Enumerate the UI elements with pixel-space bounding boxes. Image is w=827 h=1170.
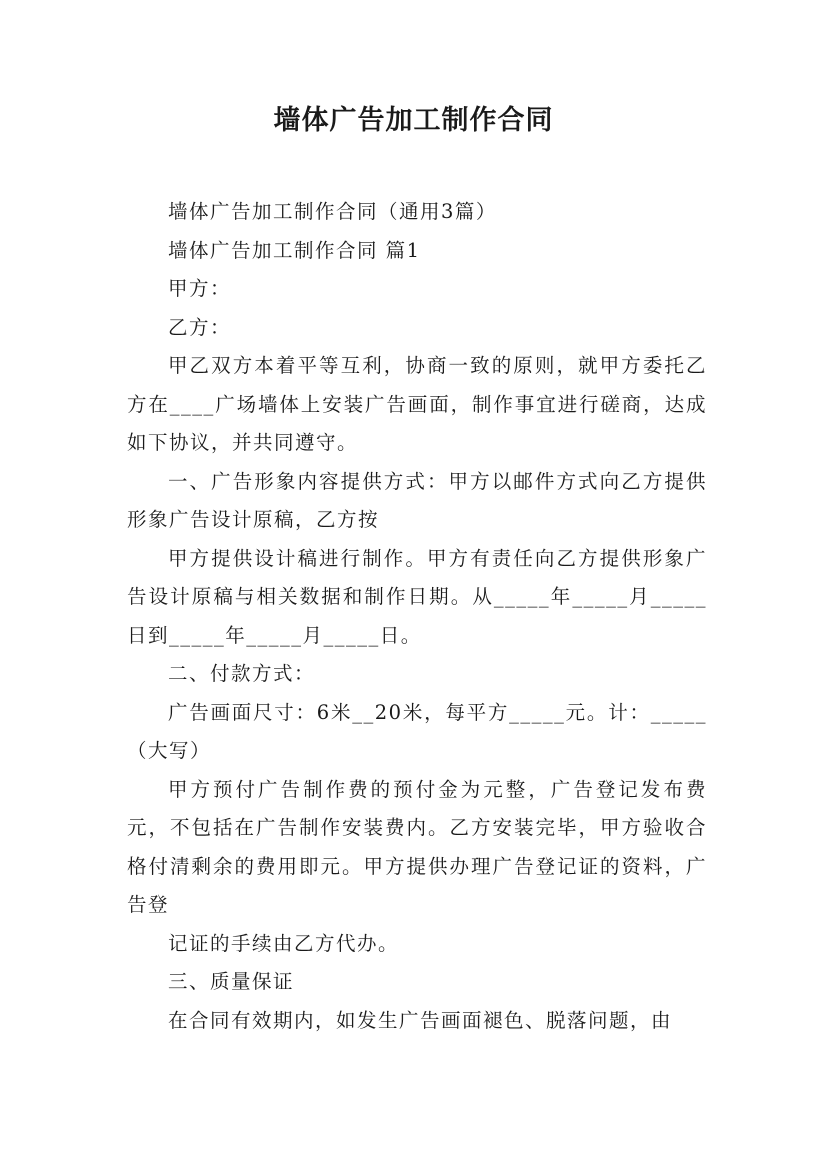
clause-3-heading: 三、质量保证 [167,970,294,993]
quality-paragraph: 在合同有效期内，如发生广告画面褪色、脱落问题，由 [167,1008,672,1032]
document-body [127,193,707,1040]
ad-size-paragraph: 广告画面尺寸：6米__20米，每平方_____元。计：_____（大写） [127,700,707,762]
party-b-line: 乙方： [167,315,231,339]
payment-paragraph: 甲方预付广告制作费的预付金为元整，广告登记发布费元，不包括在广告制作安装费内。乙方安装完毕，甲方验收合格付清剩余的费用即元。甲方提供办理广告登记证的资料，广告登 [127,777,707,916]
clause-2-heading: 二、付款方式： [167,662,315,685]
doc-heading-part1: 墙体广告加工制作合同 篇1 [167,238,421,262]
document-title: 墙体广告加工制作合同 [273,105,554,136]
payment-continued: 记证的手续由乙方代办。 [167,931,399,955]
clause-1-continued: 甲方提供设计稿进行制作。甲方有责任向乙方提供形象广告设计原稿与相关数据和制作日期。从_____年_____月_____日到_____年_____月_____日。 [127,546,707,647]
preamble-paragraph: 甲乙双方本着平等互利，协商一致的原则，就甲方委托乙方在____广场墙体上安装广告画面，制作事宜进行磋商，达成如下协议，并共同遵守。 [127,354,707,454]
clause-1-paragraph: 一、广告形象内容提供方式：甲方以邮件方式向乙方提供形象广告设计原稿，乙方按 [127,469,707,531]
doc-heading-collection: 墙体广告加工制作合同（通用3篇） [167,200,497,223]
party-a-line: 甲方： [167,277,231,300]
